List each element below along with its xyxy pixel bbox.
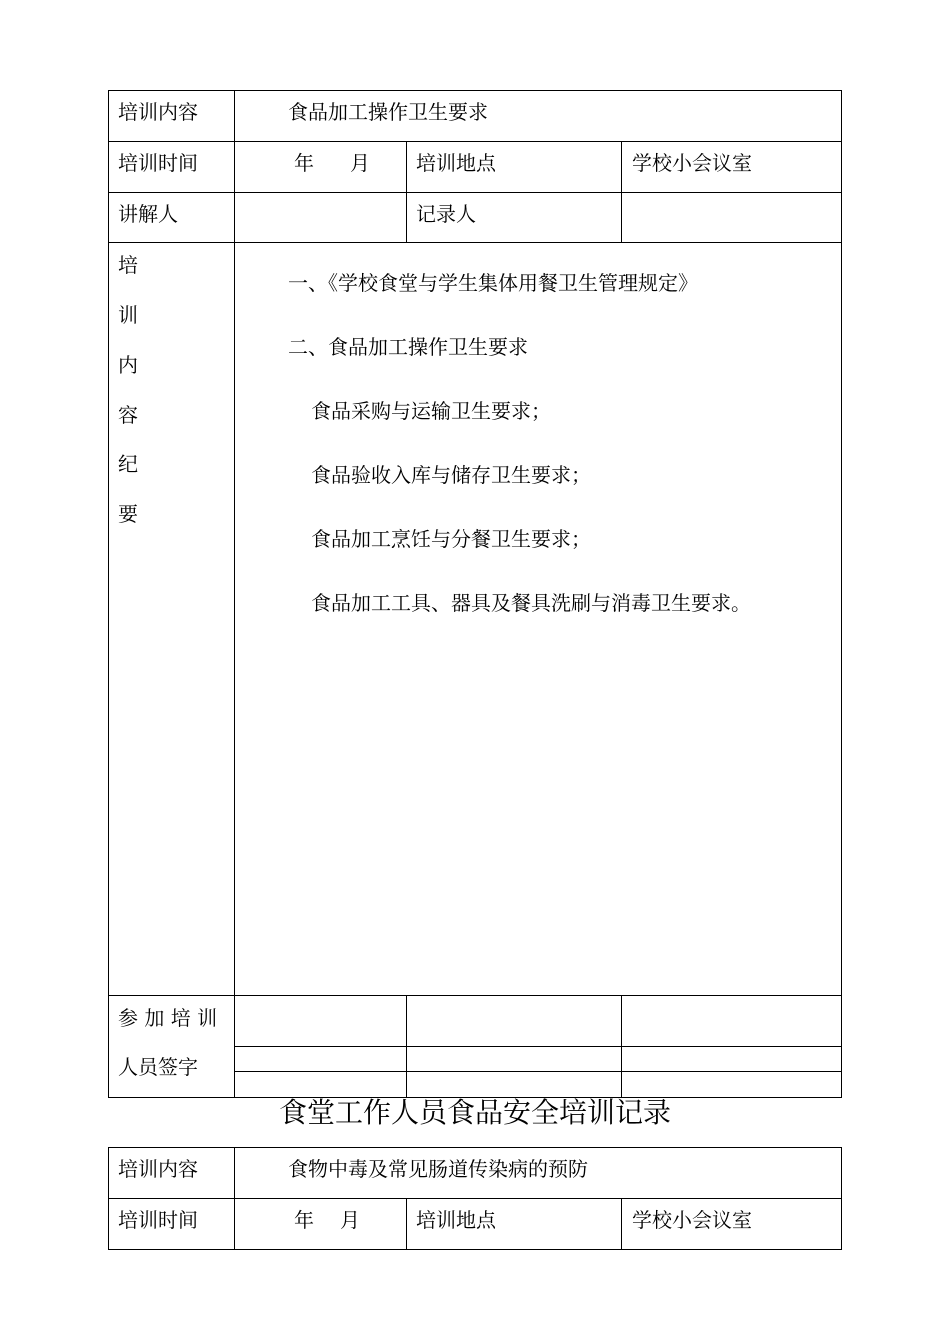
table2-border-bottom	[108, 1249, 842, 1250]
year-label: 年	[294, 151, 314, 175]
attendee-label-line1: 参 加 培 训	[118, 1006, 218, 1030]
summary-label-char: 培	[118, 253, 138, 277]
summary-label-char: 训	[118, 303, 138, 327]
place-label: 培训地点	[416, 1208, 496, 1232]
table2-column-divider	[621, 1198, 622, 1250]
summary-line: 二、食品加工操作卫生要求	[288, 335, 528, 359]
summary-label-char: 容	[118, 403, 138, 427]
table1-row-divider	[108, 995, 842, 996]
month-label: 月	[340, 1208, 360, 1232]
lecturer-label: 讲解人	[118, 202, 178, 226]
table2-border-left	[108, 1147, 109, 1250]
summary-line: 食品加工烹饪与分餐卫生要求；	[311, 527, 591, 551]
table1-column-divider	[406, 995, 407, 1098]
place-label: 培训地点	[416, 151, 496, 175]
content-value: 食品加工操作卫生要求	[288, 100, 488, 124]
recorder-label: 记录人	[416, 202, 476, 226]
table2-border-top	[108, 1147, 842, 1148]
table1-row-divider	[108, 192, 842, 193]
table1-signature-divider	[234, 1071, 842, 1072]
month-label: 月	[350, 151, 370, 175]
table1-signature-divider	[234, 1046, 842, 1047]
table1-column-divider	[621, 995, 622, 1098]
content-label: 培训内容	[118, 100, 198, 124]
year-label: 年	[294, 1208, 314, 1232]
summary-label-char: 要	[118, 502, 138, 526]
summary-line: 一、《学校食堂与学生集体用餐卫生管理规定》	[288, 271, 698, 295]
summary-label-char: 内	[118, 353, 138, 377]
content-label: 培训内容	[118, 1157, 198, 1181]
summary-label-char: 纪	[118, 452, 138, 476]
table2-row-divider	[108, 1198, 842, 1199]
table2-column-divider	[406, 1198, 407, 1250]
table1-border-top	[108, 90, 842, 91]
table1-column-divider	[621, 141, 622, 243]
table1-column-divider	[234, 90, 235, 1098]
time-label: 培训时间	[118, 151, 198, 175]
table1-border-left	[108, 90, 109, 1098]
attendee-label-line2: 人员签字	[118, 1055, 198, 1079]
table2-border-right	[841, 1147, 842, 1250]
table1-row-divider	[108, 141, 842, 142]
record-title: 食堂工作人员食品安全培训记录	[278, 1096, 671, 1129]
place-value: 学校小会议室	[632, 151, 752, 175]
table1-column-divider	[406, 141, 407, 243]
content-value: 食物中毒及常见肠道传染病的预防	[288, 1157, 588, 1181]
summary-line: 食品采购与运输卫生要求；	[311, 399, 551, 423]
time-label: 培训时间	[118, 1208, 198, 1232]
place-value: 学校小会议室	[632, 1208, 752, 1232]
summary-line: 食品验收入库与储存卫生要求；	[311, 463, 591, 487]
table2-column-divider	[234, 1147, 235, 1250]
summary-line: 食品加工工具、器具及餐具洗刷与消毒卫生要求。	[311, 591, 751, 615]
table1-border-right	[841, 90, 842, 1098]
table1-row-divider	[108, 242, 842, 243]
